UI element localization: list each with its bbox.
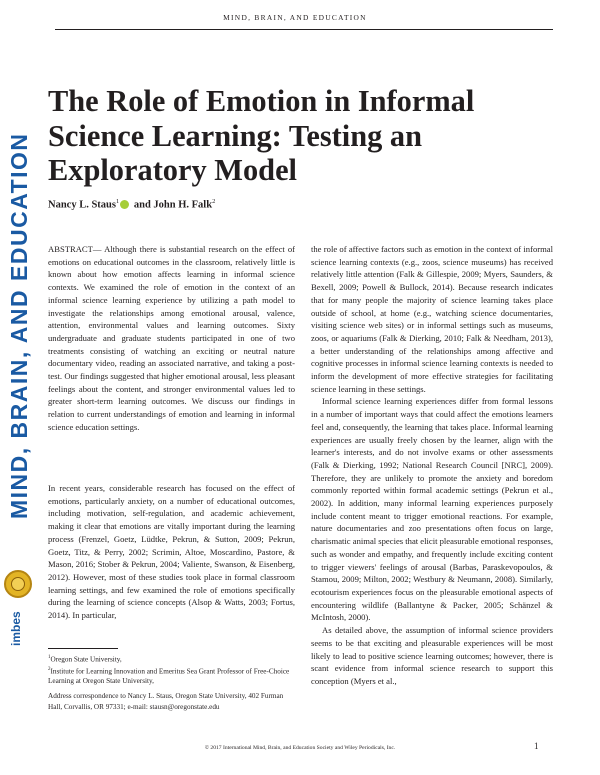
correspondence-note: Address correspondence to Nancy L. Staus, Oregon State University, 402 Furman Hall, Corvallis, OR 97331; e-mail: stausn@oregonstate.edu	[48, 692, 284, 711]
page-number: 1	[534, 741, 539, 751]
author-name: John H. Falk	[153, 199, 213, 211]
footnote-divider	[48, 648, 118, 649]
journal-side-banner-text: MIND, BRAIN, AND EDUCATION	[6, 132, 32, 520]
article-title: The Role of Emotion in Informal Science Learning: Testing an Exploratory Model	[48, 84, 475, 187]
author-line	[48, 198, 215, 211]
body-paragraph: As detailed above, the assumption of informal science providers seems to be that exciting and pleasurable experiences will be most likely to lead to positive science learning outcomes; however, there is scant evidence from informal science research to support this conception (Myers et al.,	[311, 625, 553, 686]
header-divider	[55, 29, 553, 30]
journal-side-banner	[6, 86, 32, 566]
abstract	[48, 243, 295, 434]
author-name: Nancy L. Staus	[48, 199, 116, 211]
body-paragraph: In recent years, considerable research has focused on the effect of emotions, particularly anxiety, on a number of educational outcomes, including motivation, self-regulation, and academic achievement, making it clear that emotions are vitally important during the learning process (Frenzel, Goetz, Lüdtke, Pekrun, & Sutton, 2009; Pekrun, Goetz, Titz, & Perry, 2002; Scrimin, Altoe, Moscardino, Pastore, & Mason, 2016; Stober & Pekrun, 2004; Valiente, Swanson, & Eisenberg, 2012). However, most of these studies took place in formal classroom learning settings, and few examined the role of emotions specifically during the learning of science concepts (Alsop & Watts, 2003; Fortus, 2014). In particular,	[48, 483, 295, 621]
society-seal-icon	[4, 570, 32, 598]
abstract-label: ABSTRACT	[48, 244, 93, 254]
affiliation-footnote: $^2$Institute for Learning Innovation and Emeritus Sea Grant Professor of Free-Choice Learning at Oregon State University,	[48, 666, 290, 686]
abstract-text: — Although there is substantial research on the effect of emotions on educational outcomes in the classroom, relatively little is known about how emotion affects learning in informal science contexts. We examined the role of emotion in the context of an informal science learning experience by utilizing a path model to investigate the relationships among emotional arousal, valence, attention, environmental values and learning outcomes. Sixty undergraduate and graduate students participated in one of two treatments consisting of watching an exciting or neutral nature documentary video, reading an associated narrative, and taking a post-test. Our findings suggested that higher emotional arousal, less pleasant feelings about the content, and stronger environmental values led to greater short-term learning outcomes. We discuss our findings in relation to current understandings of emotion and learning in informal science education settings.	[48, 244, 295, 432]
journal-header: MIND, BRAIN, AND EDUCATION	[223, 13, 367, 22]
author-connector: and	[131, 199, 154, 211]
copyright-notice: © 2017 International Mind, Brain, and Education Society and Wiley Periodicals, Inc.	[204, 745, 396, 751]
body-paragraph: the role of affective factors such as emotion in the context of informal science learning contexts (e.g., zoos, science museums) has received relatively little attention (Falk & Gillespie, 2009; Myers, Saunders, & Bexell, 2009; Powell & Bullock, 2014). Because research indicates that for many people the majority of science learning takes place outside of school, at home (e.g., watching science documentaries, visiting science web sites) or in informal settings such as museums, zoos, or aquariums (Falk & Dierking, 2010; Falk & Needham, 2013), a better understanding of the relationships among affective and cognitive processes in informal science learning contexts is needed to inform the development of more effective strategies for facilitating science learning in these settings.	[311, 244, 553, 394]
orcid-icon[interactable]	[120, 200, 129, 209]
body-paragraph: Informal science learning experiences differ from formal lessons in a number of important ways that could affect the emotions learners feel and, consequently, the learning that takes place. Informal learning experiences are usually freely chosen by the learner, align with the learner's interests, and do not involve exams or other assessments (Falk & Dierking, 1992; National Research Council [NRC], 2009). Therefore, they are unlikely to promote the anxiety and boredom commonly reported within formal academic settings (Pekrun et al., 2002). In addition, many informal learning experiences purposely include content meant to trigger emotional reactions. For example, nature documentaries and zoo presentations often focus on large, charismatic animal species that elicit pleasurable emotional responses, such as wonder and empathy, and frequently include exciting content to trigger viewers' feelings of arousal (Barbas, Paraskevopoulos, & Stamou, 2009; Milton, 2002; Westbury & Neumann, 2008). Similarly, ecotourism experiences focus on the pleasurable emotional aspects of encountering wildlife (Ballantyne & Packer, 2005; Schänzel & McIntosh, 2000).	[311, 396, 553, 623]
affiliation-footnote: $^1$Oregon State University,	[48, 655, 122, 664]
affiliation-mark: 1	[115, 198, 120, 205]
introduction-paragraph	[48, 482, 295, 622]
affiliation-mark: 2	[212, 198, 216, 205]
imbes-logo	[9, 606, 23, 652]
imbes-logo-text: imbes	[9, 611, 23, 647]
right-column	[311, 243, 553, 688]
footnotes	[48, 653, 298, 712]
